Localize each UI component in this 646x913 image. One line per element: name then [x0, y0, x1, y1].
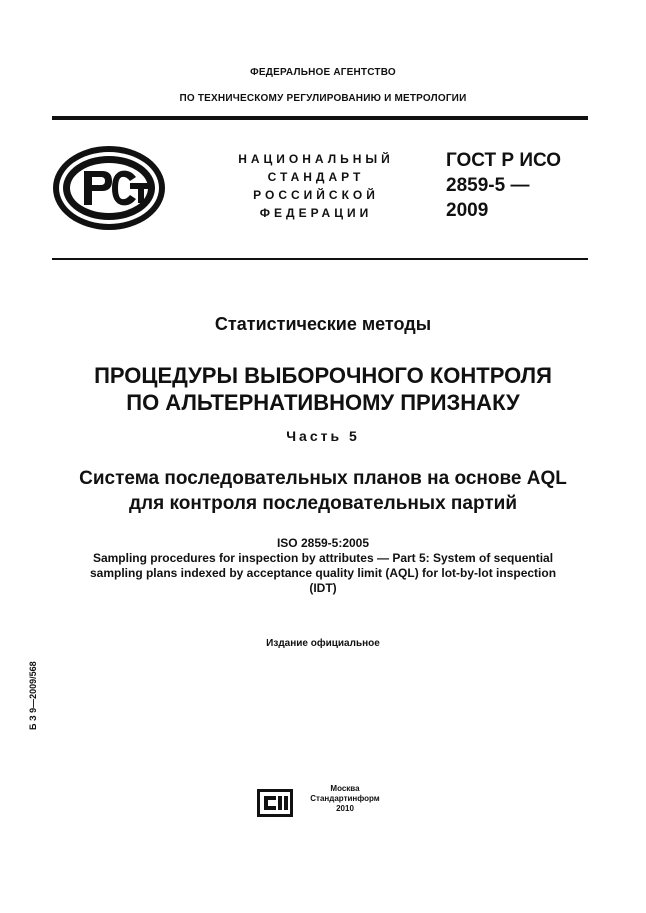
iso-number: ISO 2859-5:2005 [276, 536, 370, 550]
side-note: Б З 9—2009/568 [28, 661, 38, 730]
document-subject [0, 466, 646, 516]
edition-label: Издание официальное [266, 638, 380, 649]
header-rule-bottom [52, 258, 588, 260]
title-line-1: ПРОЦЕДУРЫ ВЫБОРОЧНОГО КОНТРОЛЯ [94, 363, 552, 388]
publisher-block [300, 784, 390, 814]
publisher-year: 2010 [336, 804, 354, 813]
standard-type-line-1: НАЦИОНАЛЬНЫЙ [238, 152, 394, 166]
designation-line-2: 2859-5 — [446, 175, 530, 196]
designation-line-1: ГОСТ Р ИСО [446, 150, 562, 171]
iso-title-line-1: Sampling procedures for inspection by attributes — Part 5: System of sequential [92, 551, 554, 565]
agency-line-1: ФЕДЕРАЛЬНОЕ АГЕНТСТВО [250, 67, 396, 78]
document-subtitle: Статистические методы [214, 314, 432, 334]
document-title [0, 362, 646, 416]
title-line-2: ПО АЛЬТЕРНАТИВНОМУ ПРИЗНАКУ [126, 390, 520, 415]
iso-reference [0, 536, 646, 596]
publisher-city: Москва [330, 784, 360, 793]
subject-line-2: для контроля последовательных партий [129, 493, 517, 514]
standard-type-line-3: РОССИЙСКОЙ [253, 188, 379, 202]
gost-logo-icon [50, 143, 168, 233]
standard-designation [446, 148, 561, 223]
iso-title-line-3: (IDT) [309, 581, 337, 595]
agency-line-2: ПО ТЕХНИЧЕСКОМУ РЕГУЛИРОВАНИЮ И МЕТРОЛОГИИ [179, 93, 467, 104]
publisher-name: Стандартинформ [310, 794, 380, 803]
standartinform-logo-icon [256, 788, 294, 818]
iso-title-line-2: sampling plans indexed by acceptance quality limit (AQL) for lot-by-lot inspection [89, 566, 557, 580]
standard-type-line-4: ФЕДЕРАЦИИ [259, 206, 373, 220]
header-rule-top [52, 116, 588, 120]
designation-line-3: 2009 [446, 200, 489, 221]
subject-line-1: Система последовательных планов на основе AQL [79, 468, 567, 489]
part-label: Часть 5 [286, 428, 360, 444]
standard-type [226, 150, 406, 222]
standard-type-line-2: СТАНДАРТ [267, 170, 365, 184]
